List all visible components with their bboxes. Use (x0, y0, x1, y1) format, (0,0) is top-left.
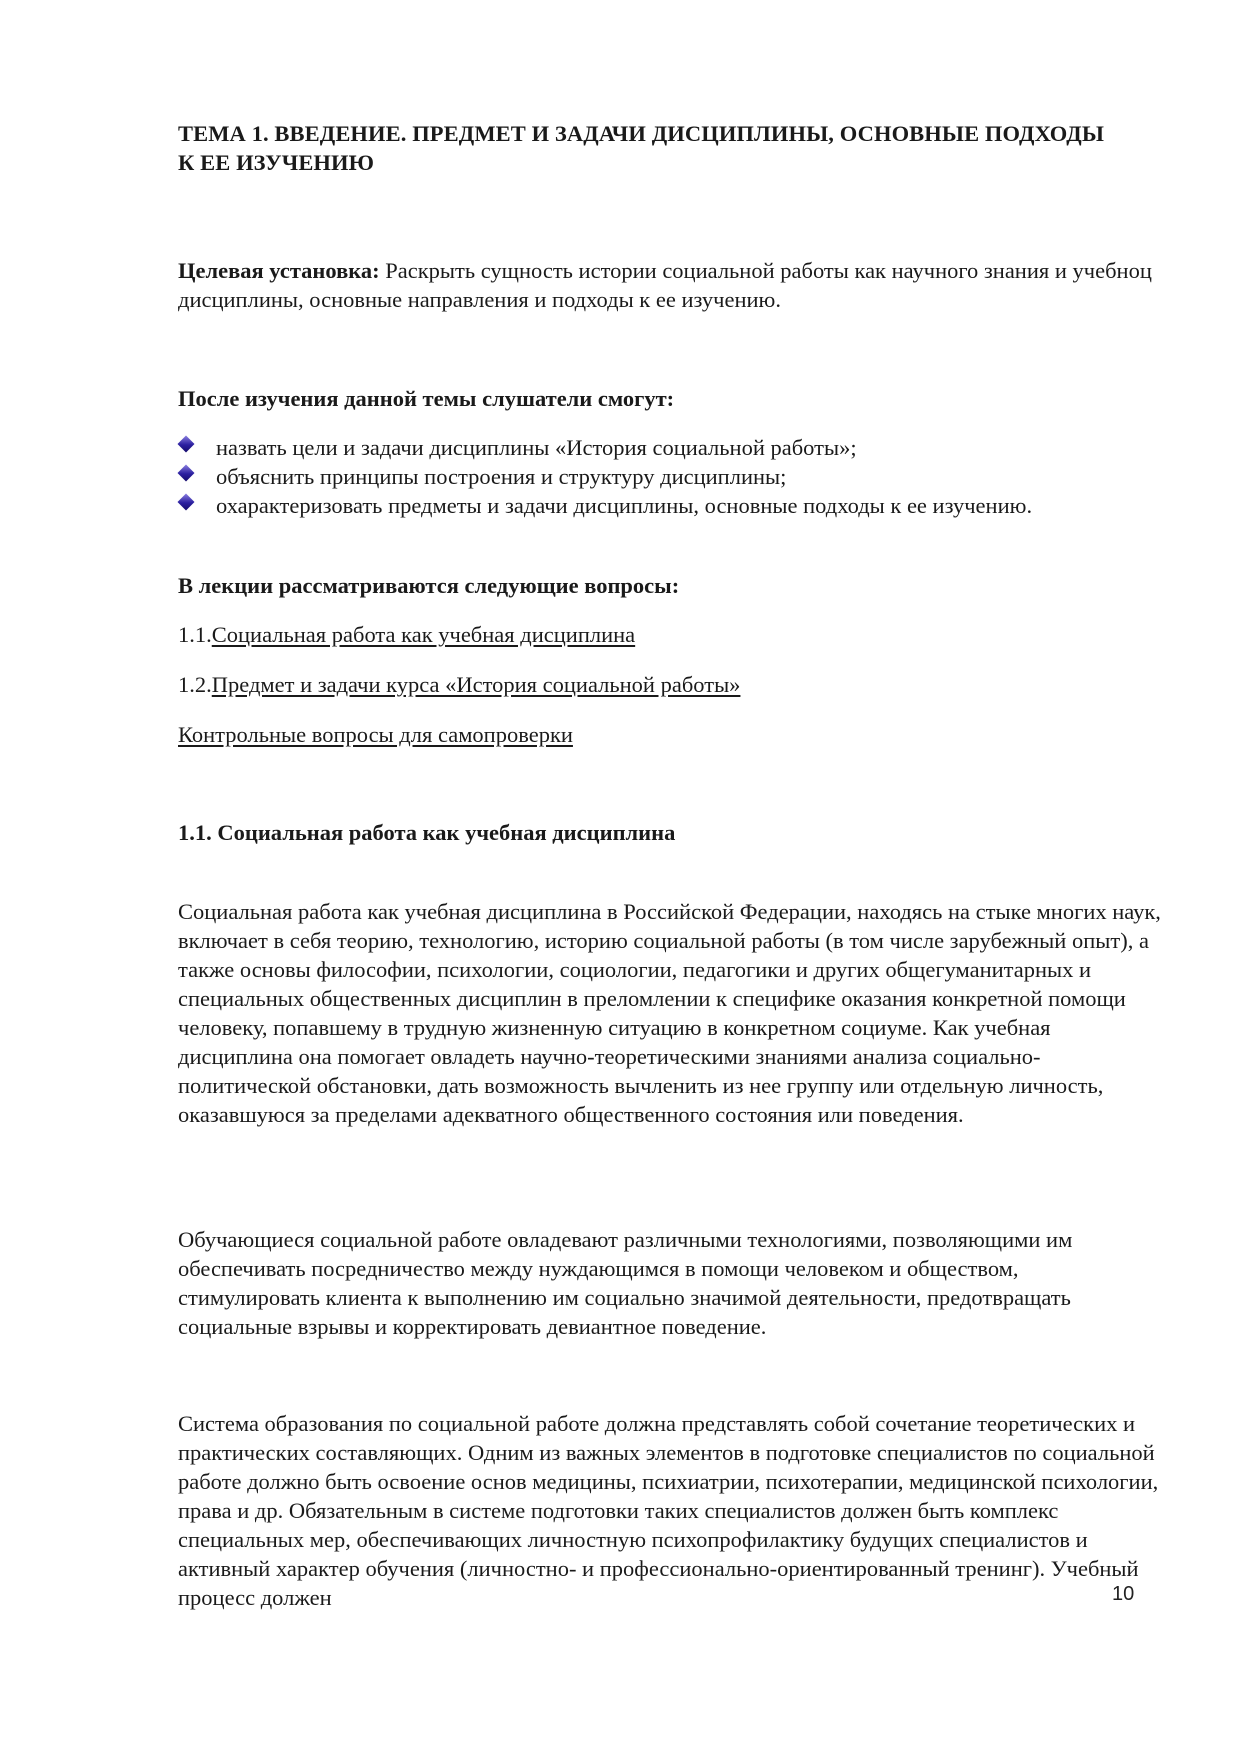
toc-link-course-subject[interactable]: Предмет и задачи курса «История социальной работы» (211, 672, 741, 697)
toc-number: 1.1. (178, 622, 212, 647)
list-item (178, 462, 1032, 491)
goal-paragraph (178, 256, 1163, 314)
list-item (178, 491, 1032, 520)
outcomes-heading: После изучения данной темы слушатели смогут: (178, 386, 675, 411)
diamond-bullet-icon (178, 494, 195, 511)
goal-label: Целевая установка: (178, 258, 380, 283)
list-item-text: охарактеризовать предметы и задачи дисциплины, основные подходы к ее изучению. (216, 493, 1033, 518)
diamond-bullet-icon (178, 436, 195, 453)
body-paragraph-2: Обучающиеся социальной работе овладевают различными технологиями, позволяющими им обеспечивать посредничество между нуждающимся в помощи человеком и обществом, стимулировать клиента к выполнению им социально значимой деятельности, предотвращать социальные взрывы и корректировать девиантное поведение. (178, 1227, 1073, 1339)
section-heading: 1.1. Социальная работа как учебная дисциплина (178, 820, 676, 845)
outcomes-list (178, 433, 1032, 520)
goal-text: Раскрыть сущность истории социальной работы как научного знания и учебноц дисциплины, основные направления и подходы к ее изучению. (178, 258, 1152, 312)
topic-title: ТЕМА 1. ВВЕДЕНИЕ. ПРЕДМЕТ И ЗАДАЧИ ДИСЦИПЛИНЫ, ОСНОВНЫЕ ПОДХОДЫ К ЕЕ ИЗУЧЕНИЮ (178, 121, 1105, 175)
toc-link-self-check[interactable]: Контрольные вопросы для самопроверки (178, 722, 573, 747)
page-number: 10 (1112, 1583, 1135, 1605)
toc-link-social-work-discipline[interactable]: Социальная работа как учебная дисциплина (211, 622, 636, 647)
document-page (178, 0, 1168, 1754)
list-item-text: назвать цели и задачи дисциплины «История социальной работы»; (216, 435, 857, 460)
toc-item-1-2 (178, 670, 740, 699)
body-paragraph-1: Социальная работа как учебная дисциплина в Российской Федерации, находясь на стыке многих наук, включает в себя теорию, технологию, историю социальной работы (в том числе зарубежный опыт), а также основы философии, психологии, социологии, педагогики и других общегуманитарных и специальных общественных дисциплин в преломлении к специфике оказания конкретной помощи человеку, попавшему в трудную жизненную ситуацию в конкретном социуме. Как учебная дисциплина она помогает овладеть научно-теоретическими знаниями анализа социально-политической обстановки, дать возможность вычленить из нее группу или отдельную личность, оказавшуюся за пределами адекватного общественного состояния или поведения. (178, 899, 1161, 1127)
toc-item-1-1 (178, 620, 635, 649)
list-item-text: объяснить принципы построения и структуру дисциплины; (216, 464, 787, 489)
toc-item-self-check (178, 720, 573, 749)
toc-number: 1.2. (178, 672, 212, 697)
questions-heading: В лекции рассматриваются следующие вопросы: (178, 573, 680, 598)
body-paragraph-3: Система образования по социальной работе должна представлять собой сочетание теоретических и практических составляющих. Одним из важных элементов в подготовке специалистов по социальной работе должно быть освоение основ медицины, психиатрии, психотерапии, медицинской психологии, права и др. Обязательным в системе подготовки таких специалистов должен быть комплекс специальных мер, обеспечивающих личностную психопрофилактику будущих специалистов и активный характер обучения (личностно- и профессионально-ориентированный тренинг). Учебный процесс должен (178, 1411, 1159, 1610)
diamond-bullet-icon (178, 465, 195, 482)
list-item (178, 433, 1032, 462)
